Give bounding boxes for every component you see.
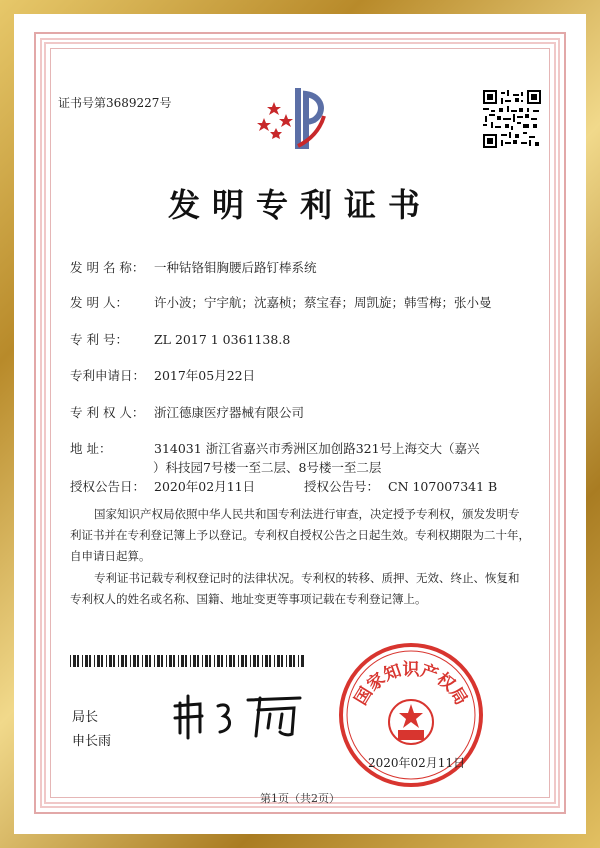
field-label: 发 明 人：: [70, 295, 128, 310]
handwritten-signature: [170, 688, 310, 743]
grant-row: [70, 477, 497, 495]
field-value: 浙江德康医疗器械有限公司: [154, 405, 305, 420]
field-label: 发 明 名 称：: [70, 260, 145, 275]
field-invention-name: [70, 258, 317, 276]
field-application-date: [70, 366, 255, 384]
qr-code-icon: [483, 90, 541, 148]
grant-date-label: 授权公告日：: [70, 479, 146, 494]
field-value: ZL 2017 1 0361138.8: [154, 332, 291, 347]
field-value: 314031 浙江省嘉兴市秀洲区加创路321号上海交大（嘉兴: [154, 441, 480, 456]
field-inventors: [70, 293, 492, 311]
field-value: 2017年05月22日: [154, 368, 256, 383]
address-line-2: ）科技园7号楼一至二层、8号楼一至二层: [153, 460, 382, 475]
cnipa-logo-icon: [254, 80, 338, 154]
field-label: 专利申请日：: [70, 368, 146, 383]
field-label: 地 址：: [70, 441, 112, 456]
certificate-title: 发明专利证书: [167, 186, 432, 224]
field-patent-number: [70, 330, 290, 348]
field-value: 一种钴铬钼胸腰后路钉棒系统: [154, 260, 317, 275]
seal-text: 国家知识产权局: [351, 660, 471, 709]
certificate-number: 证书号第3689227号: [58, 96, 172, 110]
field-label: 专 利 权 人：: [70, 405, 145, 420]
grant-no-value: CN 107007341 B: [388, 479, 498, 494]
field-patentee: [70, 403, 304, 421]
field-value: 许小波；宁宇航；沈嘉桢；蔡宝春；周凯旋；韩雪梅；张小曼: [154, 295, 492, 310]
barcode-icon: [70, 655, 305, 667]
signatory-title: 局长: [72, 710, 99, 725]
field-address: [70, 439, 480, 457]
legal-paragraph-1: 国家知识产权局依照中华人民共和国专利法进行审查，决定授予专利权，颁发发明专利证书并在专利登记簿上予以登记。专利权自授权公告之日起生效。专利权期限为二十年，自申请日起算。: [70, 507, 530, 563]
seal-date: 2020年02月11日: [368, 756, 466, 770]
field-label: 专 利 号：: [70, 332, 128, 347]
grant-date-value: 2020年02月11日: [154, 479, 256, 494]
legal-paragraph-2: 专利证书记载专利权登记时的法律状况。专利权的转移、质押、无效、终止、恢复和专利权人的姓名或名称、国籍、地址变更等事项记载在专利登记簿上。: [70, 571, 520, 606]
page-number: 第1页（共2页）: [260, 792, 340, 805]
grant-no-label: 授权公告号：: [304, 479, 380, 494]
signatory-name: 申长雨: [72, 734, 112, 749]
